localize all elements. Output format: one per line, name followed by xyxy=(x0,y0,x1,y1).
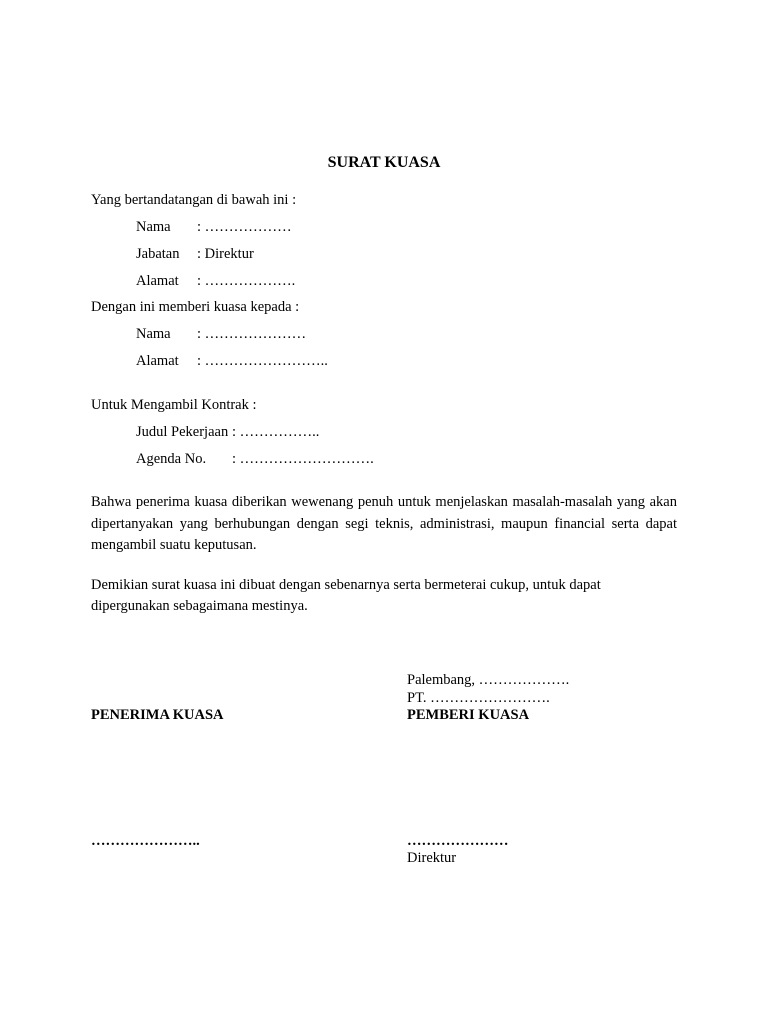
receiver-signature-line: ………………….. xyxy=(91,833,200,849)
intro-line: Yang bertandatangan di bawah ini : xyxy=(91,192,297,208)
grant-line: Dengan ini memberi kuasa kepada : xyxy=(91,299,300,315)
grantor-name-label: Nama xyxy=(136,219,171,235)
receiver-heading: PENERIMA KUASA xyxy=(91,707,224,723)
agenda-number-label: Agenda No. xyxy=(136,451,207,467)
purpose-line: Untuk Mengambil Kontrak : xyxy=(91,397,257,413)
giver-position: Direktur xyxy=(407,850,457,866)
grantor-position-value: : Direktur xyxy=(197,246,254,262)
giver-heading: PEMBERI KUASA xyxy=(407,707,530,723)
agenda-number-value: : ………………………. xyxy=(232,451,374,467)
grantor-address-value: : ………………. xyxy=(197,273,296,289)
closing-paragraph-line-1: Demikian surat kuasa ini dibuat dengan sebenarnya serta bermeterai cukup, untuk dapat xyxy=(91,577,601,593)
document-title: SURAT KUASA xyxy=(327,154,441,171)
closing-paragraph-line-2: dipergunakan sebagaimana mestinya. xyxy=(91,598,308,614)
job-title-label: Judul Pekerjaan xyxy=(136,424,229,440)
grantor-address-label: Alamat xyxy=(136,273,179,289)
company-name: PT. ……………………. xyxy=(407,690,550,706)
grantee-name-value: : ………………… xyxy=(197,326,307,342)
authority-paragraph: Bahwa penerima kuasa diberikan wewenang penuh untuk menjelaskan masalah-masalah yang akan dipertanyakan yang berhubungan dengan segi teknis, administrasi, maupun financial serta dapat mengambil suatu keputusan. xyxy=(91,494,677,553)
grantor-position-label: Jabatan xyxy=(136,246,180,262)
job-title-value: : …………….. xyxy=(232,424,320,440)
grantee-address-value: : …………………….. xyxy=(197,353,328,369)
giver-signature-line: ………………… xyxy=(407,833,509,849)
grantee-name-label: Nama xyxy=(136,326,171,342)
grantor-name-value: : ……………… xyxy=(197,219,292,235)
place-date: Palembang, ………………. xyxy=(407,672,570,688)
grantee-address-label: Alamat xyxy=(136,353,179,369)
